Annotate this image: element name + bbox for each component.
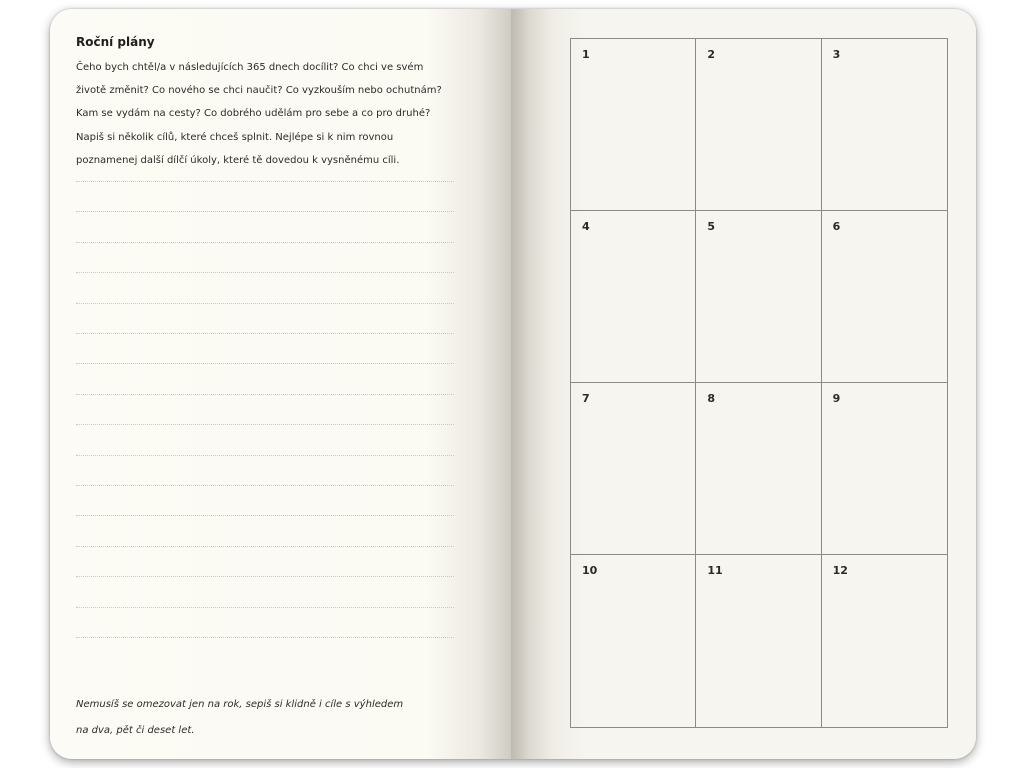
ruled-line	[76, 546, 454, 547]
footnote-line: na dva, pět či deset let.	[76, 725, 195, 736]
ruled-line	[76, 485, 454, 486]
ruled-line	[76, 181, 454, 182]
intro-line: poznamenej další dílčí úkoly, které tě dovedou k vysněnému cíli.	[76, 154, 400, 166]
right-page	[511, 9, 976, 759]
ruled-line	[76, 272, 454, 273]
open-planner-book	[50, 9, 976, 759]
ruled-line	[76, 211, 454, 212]
ruled-line	[76, 515, 454, 516]
ruled-line	[76, 576, 454, 577]
cell-number: 8	[707, 392, 715, 405]
grid-cell	[696, 555, 821, 727]
ruled-writing-lines	[76, 9, 454, 759]
ruled-line	[76, 455, 454, 456]
cell-number: 2	[707, 48, 715, 61]
footnote-text	[76, 692, 466, 744]
grid-cell	[696, 211, 821, 383]
left-page	[50, 9, 511, 759]
cell-number: 3	[832, 48, 841, 61]
cell-number: 4	[582, 220, 590, 233]
intro-line: životě změnit? Co nového se chci naučit? Co vyzkouším nebo ochutnám?	[76, 85, 442, 97]
intro-line: Napiš si několik cílů, které chceš splnit. Nejlépe si k nim rovnou	[76, 131, 394, 143]
grid-cell	[696, 383, 821, 555]
grid-cell	[822, 555, 947, 727]
grid-cell	[571, 211, 696, 383]
grid-cell	[822, 383, 947, 555]
cell-number: 12	[832, 564, 848, 577]
cell-number: 10	[582, 564, 598, 577]
ruled-line	[76, 242, 454, 243]
monthly-goals-grid	[570, 38, 948, 728]
cell-number: 1	[582, 48, 590, 61]
cell-number: 6	[832, 220, 841, 233]
footnote-line: Nemusíš se omezovat jen na rok, sepiš si klidně i cíle s výhledem	[76, 699, 404, 710]
ruled-line	[76, 363, 454, 364]
grid-cell	[571, 39, 696, 211]
grid-cell	[571, 383, 696, 555]
ruled-line	[76, 394, 454, 395]
grid-cell	[571, 555, 696, 727]
ruled-line	[76, 607, 454, 608]
grid-cell	[822, 211, 947, 383]
intro-line: Kam se vydám na cesty? Co dobrého udělám pro sebe a co pro druhé?	[76, 108, 431, 120]
cell-number: 11	[707, 564, 723, 577]
ruled-line	[76, 637, 454, 638]
grid-cell	[822, 39, 947, 211]
cell-number: 7	[582, 392, 590, 405]
cell-number: 5	[707, 220, 715, 233]
ruled-line	[76, 333, 454, 334]
cell-number: 9	[832, 392, 841, 405]
intro-line: Čeho bych chtěl/a v následujících 365 dnech docílit? Co chci ve svém	[76, 62, 424, 73]
page-title: Roční plány	[76, 35, 155, 49]
ruled-line	[76, 303, 454, 304]
ruled-line	[76, 424, 454, 425]
grid-cell	[696, 39, 821, 211]
